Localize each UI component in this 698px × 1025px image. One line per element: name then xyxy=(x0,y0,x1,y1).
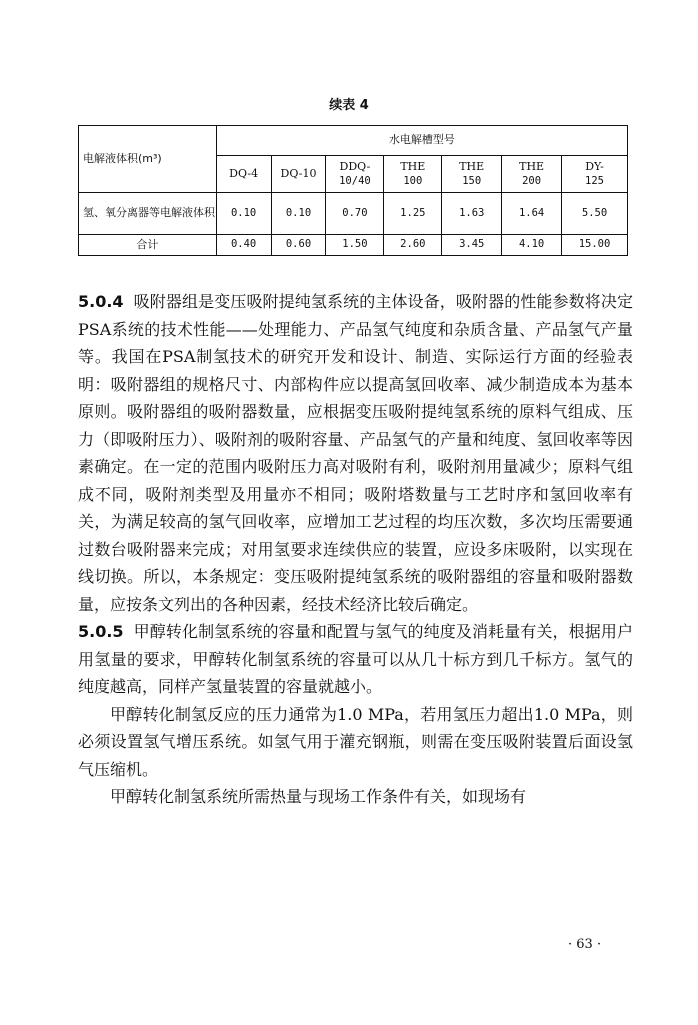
table-cell: 3.45 xyxy=(442,235,502,256)
model-header: DY- 125 xyxy=(562,156,628,193)
table-cell: 0.60 xyxy=(271,235,326,256)
row-label: 氢、氧分离器等电解液体积 xyxy=(79,193,217,235)
table-cell: 2.60 xyxy=(384,235,442,256)
table-caption: 续表 4 xyxy=(329,98,369,113)
clause-text: 甲醇转化制氢系统的容量和配置与氢气的纯度及消耗量有关，根据用户用氢量的要求，甲醇转化制氢系统的容量可以从几十标方到几千标方。氢气的纯度越高，同样产氢量装置的容量就越小。 xyxy=(78,622,633,696)
table-cell: 1.64 xyxy=(502,193,562,235)
electrolyte-volume-table xyxy=(78,125,628,256)
table-row xyxy=(79,193,628,235)
table-cell: 15.00 xyxy=(562,235,628,256)
model-header: DQ-10 xyxy=(271,156,326,193)
clause-5-0-4 xyxy=(78,288,633,618)
group-header: 水电解槽型号 xyxy=(216,126,627,156)
clause-number: 5.0.4 xyxy=(78,292,124,311)
table-cell: 0.10 xyxy=(271,193,326,235)
model-header: THE 150 xyxy=(442,156,502,193)
table-cell: 0.40 xyxy=(216,235,271,256)
paragraph: 甲醇转化制氢系统所需热量与现场工作条件有关，如现场有 xyxy=(110,787,527,806)
clause-number: 5.0.5 xyxy=(78,622,124,641)
clause-5-0-5 xyxy=(78,618,633,701)
table-cell: 0.10 xyxy=(216,193,271,235)
table-cell: 1.63 xyxy=(442,193,502,235)
table-cell: 4.10 xyxy=(502,235,562,256)
model-header: THE 200 xyxy=(502,156,562,193)
body-text xyxy=(78,288,633,811)
paragraph: 甲醇转化制氢反应的压力通常为1.0 MPa，若用氢压力超出1.0 MPa，则必须设置氢气增压系统。如氢气用于灌充钢瓶，则需在变压吸附装置后面设氢气压缩机。 xyxy=(78,704,633,779)
page-number: · 63 · xyxy=(568,937,602,952)
model-header: THE 100 xyxy=(384,156,442,193)
model-header: DQ-4 xyxy=(216,156,271,193)
table-cell: 5.50 xyxy=(562,193,628,235)
row-label: 合计 xyxy=(79,235,217,256)
corner-header: 电解液体积(m³) xyxy=(79,126,217,193)
table-cell: 0.70 xyxy=(326,193,384,235)
table-row xyxy=(79,235,628,256)
table-cell: 1.25 xyxy=(384,193,442,235)
table-cell: 1.50 xyxy=(326,235,384,256)
model-header: DDQ- 10/40 xyxy=(326,156,384,193)
clause-text: 吸附器组是变压吸附提纯氢系统的主体设备，吸附器的性能参数将决定PSA系统的技术性能——处理能力、产品氢气纯度和杂质含量、产品氢气产量等。我国在PSA制氢技术的研究开发和设计、制造、实际运行方面的经验表明：吸附器组的规格尺寸、内部构件应以提高氢回收率、减少制造成本为基本原则。吸附器组的吸附器数量，应根据变压吸附提纯氢系统的原料气组成、压力（即吸附压力）、吸附剂的吸附容量、产品氢气的产量和纯度、氢回收率等因素确定。在一定的范围内吸附压力高对吸附有利，吸附剂用量减少；原料气组成不同，吸附剂类型及用量亦不相同；吸附塔数量与工艺时序和氢回收率有关，为满足较高的氢气回收率，应增加工艺过程的均压次数，多次均压需要通过数台吸附器来完成；对用氢要求连续供应的装置，应设多床吸附，以实现在线切换。所以，本条规定：变压吸附提纯氢系统的吸附器组的容量和吸附器数量，应按条文列出的各种因素，经技术经济比较后确定。 xyxy=(78,292,633,614)
